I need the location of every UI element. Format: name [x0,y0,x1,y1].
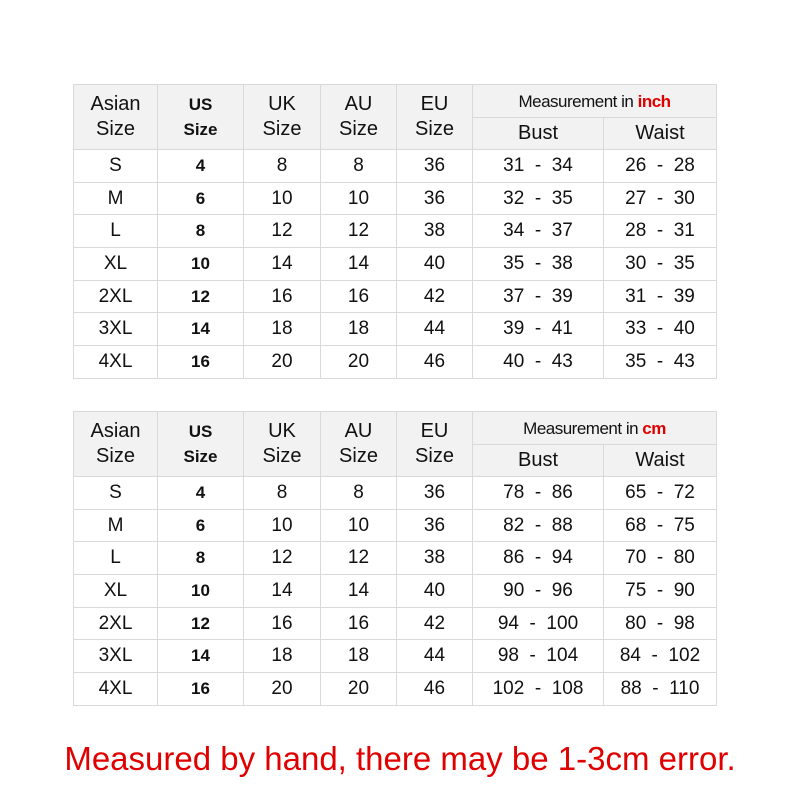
table-row [74,248,717,281]
cell: 35 - 38 [473,248,604,281]
cell: 12 [321,542,397,575]
cell: 88 - 110 [604,673,717,706]
header-uk: UK Size [244,85,321,150]
header-au: AU Size [321,412,397,477]
cell: 68 - 75 [604,509,717,542]
cell: M [74,182,158,215]
cell: 2XL [74,280,158,313]
cell: 20 [321,673,397,706]
table-row [74,575,717,608]
table-row [74,509,717,542]
cell: 16 [158,346,244,379]
cell: 80 - 98 [604,607,717,640]
cell: 14 [244,248,321,281]
cell: 94 - 100 [473,607,604,640]
table-row [74,313,717,346]
cell: 12 [244,542,321,575]
cell: 40 [397,248,473,281]
cell: 10 [158,248,244,281]
cell: 10 [321,509,397,542]
cell: 90 - 96 [473,575,604,608]
cell: 42 [397,280,473,313]
table-row [74,150,717,183]
header-asian: Asian Size [74,412,158,477]
cell: XL [74,575,158,608]
cell: 10 [158,575,244,608]
cell: 20 [244,346,321,379]
cell: 20 [244,673,321,706]
cell: 8 [244,150,321,183]
cell: 18 [244,640,321,673]
cell: 8 [244,477,321,510]
cell: S [74,150,158,183]
header-us: US Size [158,412,244,477]
table-row [74,182,717,215]
cell: 18 [321,313,397,346]
header-waist: Waist [604,445,717,477]
cell: 36 [397,509,473,542]
cell: 32 - 35 [473,182,604,215]
header-au: AU Size [321,85,397,150]
measurement-note: Measured by hand, there may be 1-3cm error. [64,740,736,777]
cell: XL [74,248,158,281]
table-row [74,673,717,706]
cell: 4 [158,477,244,510]
cell: 2XL [74,607,158,640]
cell: 8 [158,215,244,248]
cell: 27 - 30 [604,182,717,215]
header-measurement: Measurement in cm [473,412,717,445]
header-eu: EU Size [397,412,473,477]
table-row [74,607,717,640]
cell: 44 [397,640,473,673]
cell: 14 [244,575,321,608]
table-row [74,477,717,510]
cell: 36 [397,150,473,183]
cell: 86 - 94 [473,542,604,575]
cell: 10 [244,182,321,215]
cell: 4XL [74,346,158,379]
cell: 20 [321,346,397,379]
cell: 3XL [74,313,158,346]
cell: 37 - 39 [473,280,604,313]
header-asian: Asian Size [74,85,158,150]
cell: 70 - 80 [604,542,717,575]
table-row [74,542,717,575]
cell: 10 [244,509,321,542]
cell: 30 - 35 [604,248,717,281]
cell: 8 [321,150,397,183]
cell: 12 [244,215,321,248]
cell: 26 - 28 [604,150,717,183]
cell: 38 [397,215,473,248]
cell: 8 [158,542,244,575]
cell: 44 [397,313,473,346]
header-bust: Bust [473,445,604,477]
cell: 4 [158,150,244,183]
cell: 16 [244,280,321,313]
cell: 75 - 90 [604,575,717,608]
cell: 3XL [74,640,158,673]
cell: 14 [158,313,244,346]
cell: 6 [158,509,244,542]
cell: 46 [397,346,473,379]
cell: 16 [321,607,397,640]
cell: M [74,509,158,542]
header-measurement: Measurement in inch [473,85,717,118]
cell: 12 [158,607,244,640]
cell: 4XL [74,673,158,706]
cell: 12 [321,215,397,248]
cell: 84 - 102 [604,640,717,673]
table-row [74,346,717,379]
cell: 28 - 31 [604,215,717,248]
header-us: US Size [158,85,244,150]
cell: 82 - 88 [473,509,604,542]
cell: 10 [321,182,397,215]
cell: 39 - 41 [473,313,604,346]
cell: 40 - 43 [473,346,604,379]
header-eu: EU Size [397,85,473,150]
cell: 16 [321,280,397,313]
cell: 14 [158,640,244,673]
cell: 6 [158,182,244,215]
cell: 31 - 34 [473,150,604,183]
size-chart-inch [73,84,717,379]
cell: 16 [158,673,244,706]
table-row [74,280,717,313]
cell: 35 - 43 [604,346,717,379]
cell: 12 [158,280,244,313]
cell: 78 - 86 [473,477,604,510]
table-row [74,215,717,248]
cell: 36 [397,477,473,510]
cell: 102 - 108 [473,673,604,706]
cell: L [74,215,158,248]
cell: 8 [321,477,397,510]
cell: 40 [397,575,473,608]
header-bust: Bust [473,118,604,150]
cell: 42 [397,607,473,640]
header-uk: UK Size [244,412,321,477]
cell: 34 - 37 [473,215,604,248]
size-chart-cm [73,411,717,706]
cell: 46 [397,673,473,706]
cell: 65 - 72 [604,477,717,510]
cell: S [74,477,158,510]
table-row [74,640,717,673]
cell: 98 - 104 [473,640,604,673]
cell: 33 - 40 [604,313,717,346]
cell: 31 - 39 [604,280,717,313]
cell: 16 [244,607,321,640]
cell: 14 [321,575,397,608]
cell: L [74,542,158,575]
cell: 36 [397,182,473,215]
header-waist: Waist [604,118,717,150]
cell: 18 [244,313,321,346]
cell: 14 [321,248,397,281]
cell: 38 [397,542,473,575]
cell: 18 [321,640,397,673]
